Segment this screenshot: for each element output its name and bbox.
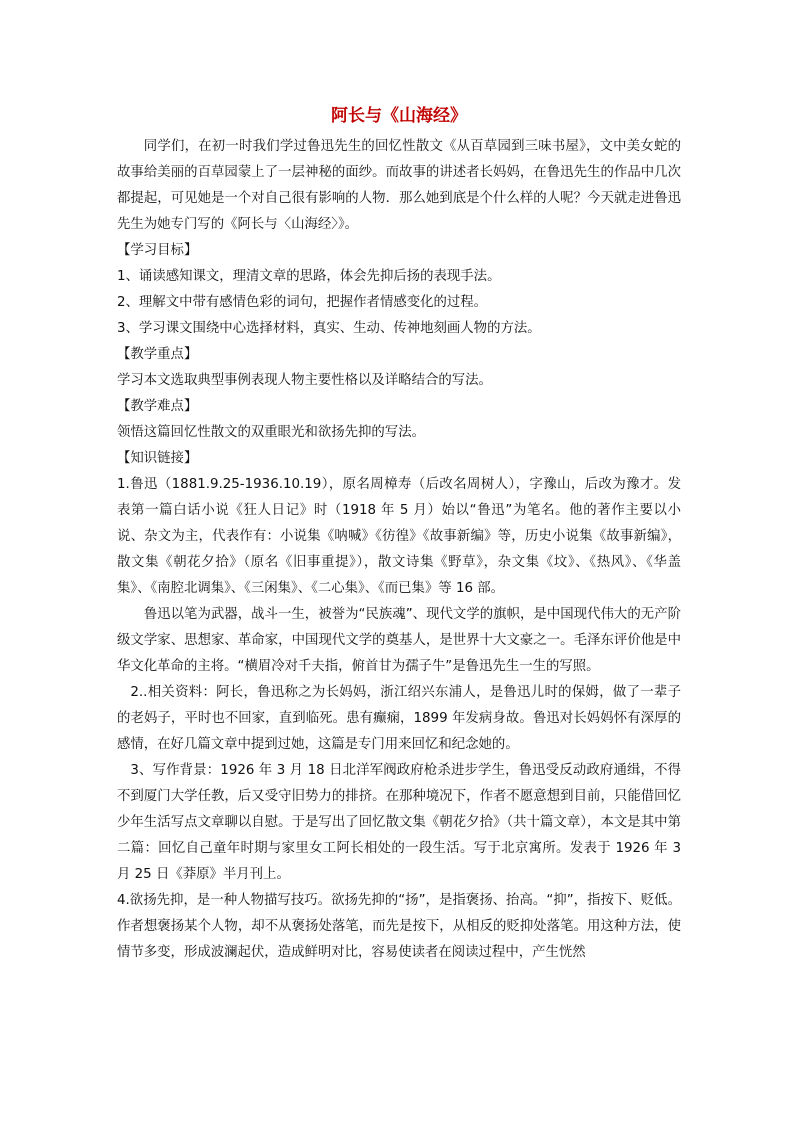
page-title: 阿长与《山海经》 <box>331 106 467 126</box>
difficulties-text: 领悟这篇回忆性散文的双重眼光和欲扬先抑的写法。 <box>117 425 425 440</box>
goal-item-3: 3、学习课文围绕中心选择材料，真实、生动、传神地刻画人物的方法。 <box>117 321 541 336</box>
key-points-text: 学习本文选取典型事例表现人物主要性格以及详略结合的写法。 <box>117 373 492 388</box>
knowledge-heading: 【知识链接】 <box>117 451 198 466</box>
key-points-heading: 【教学重点】 <box>117 347 198 362</box>
knowledge-item-3: 3、写作背景：1926 年 3 月 18 日北洋军阀政府枪杀进步学生，鲁迅受反动政府通缉，不得不到厦门大学任教，后又受守旧势力的排挤。在那种境况下，作者不愿意想到目前，只能借回忆少年生活写点文章聊以自慰。于是写出了回忆散文集《朝花夕拾》（共十篇文章），本文是其中第二篇：回忆自己童年时期与家里女工阿长相处的一段生活。写于北京寓所。发表于 1926 年 3 月 25 日《莽原》半月刊上。 <box>117 763 681 882</box>
goal-item-1: 1、诵读感知课文，理清文章的思路，体会先抑后扬的表现手法。 <box>117 269 501 284</box>
intro-paragraph: 同学们，在初一时我们学过鲁迅先生的回忆性散文《从百草园到三味书屋》，文中美女蛇的故事给美丽的百草园蒙上了一层神秘的面纱。而故事的讲述者长妈妈，在鲁迅先生的作品中几次都提起，可见她是一个对自己很有影响的人物．那么她到底是个什么样的人呢？今天就走进鲁迅先生为她专门写的《阿长与〈山海经〉》。 <box>117 139 681 232</box>
document-page <box>117 98 681 966</box>
knowledge-item-4: 4.欲扬先抑，是一种人物描写技巧。欲扬先抑的“扬”，是指褒扬、抬高。“抑”，指按下、贬低。作者想褒扬某个人物，却不从褒扬处落笔，而先是按下，从相反的贬抑处落笔。用这种方法，使情节多变，形成波澜起伏，造成鲜明对比，容易使读者在阅读过程中，产生恍然 <box>117 893 681 960</box>
goals-heading: 【学习目标】 <box>117 243 198 258</box>
difficulties-heading: 【教学难点】 <box>117 399 198 414</box>
knowledge-item-2: 2..相关资料：阿长，鲁迅称之为长妈妈，浙江绍兴东浦人，是鲁迅儿时的保姆，做了一辈子的老妈子，平时也不回家，直到临死。患有癫痫，1899 年发病身故。鲁迅对长妈妈怀有深厚的感情，在好几篇文章中提到过她，这篇是专门用来回忆和纪念她的。 <box>117 685 681 752</box>
goal-item-2: 2、理解文中带有感情色彩的词句，把握作者情感变化的过程。 <box>117 295 488 310</box>
knowledge-item-1: 1.鲁迅（1881.9.25-1936.10.19），原名周樟寿（后改名周树人），字豫山，后改为豫才。发表第一篇白话小说《狂人日记》时（1918 年 5 月）始以“鲁迅”为笔名。他的著作主要以小说、杂文为主，代表作有：小说集《呐喊》《彷徨》《故事新编》等，历史小说集《故事新编》，散文集《朝花夕拾》（原名《旧事重提》），散文诗集《野草》，杂文集《坟》、《热风》、《华盖集》、《南腔北调集》、《三闲集》、《二心集》、《而已集》等 16 部。 <box>117 477 681 596</box>
knowledge-item-1-para-2: 鲁迅以笔为武器，战斗一生，被誉为“民族魂”、现代文学的旗帜，是中国现代伟大的无产阶级文学家、思想家、革命家，中国现代文学的奠基人，是世界十大文豪之一。毛泽东评价他是中华文化革命的主将。“横眉冷对千夫指，俯首甘为孺子牛”是鲁迅先生一生的写照。 <box>117 607 681 674</box>
